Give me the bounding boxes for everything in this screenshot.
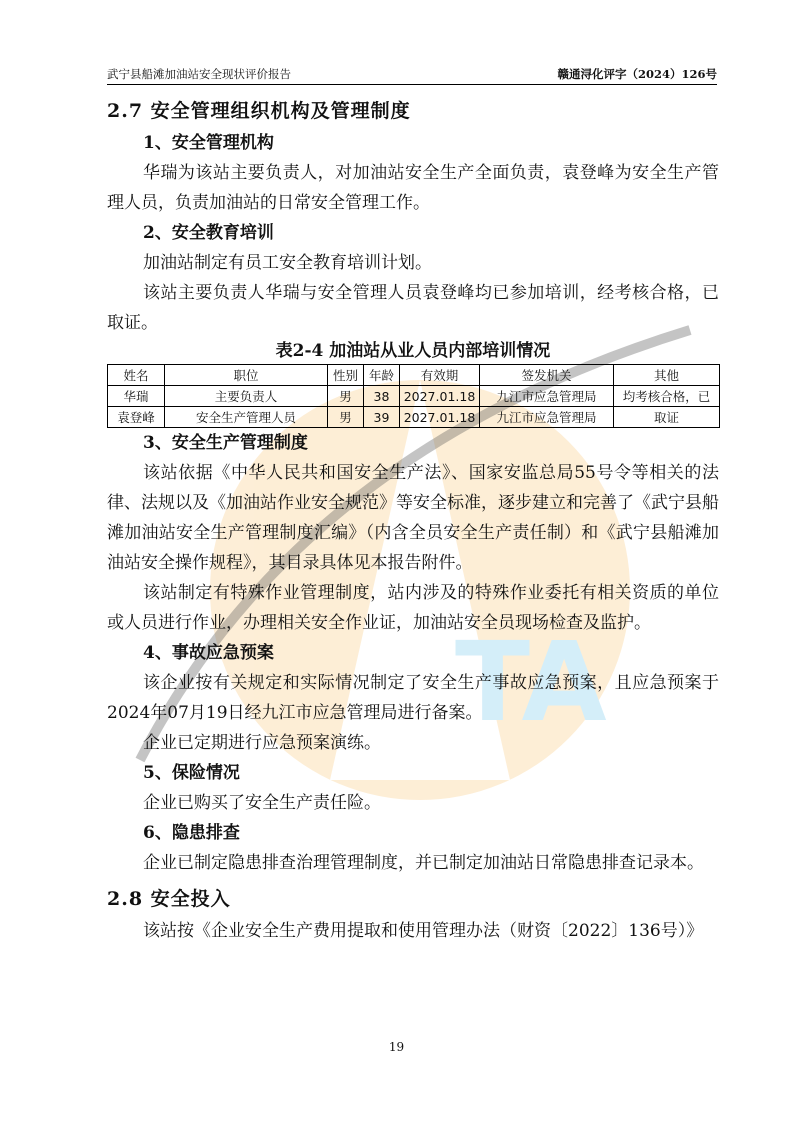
table-cell: 九江市应急管理局 [480, 407, 614, 428]
table-caption: 表2-4 加油站从业人员内部培训情况 [275, 341, 551, 361]
subsection-title: 6、隐患排查 [143, 823, 240, 843]
subsection-title: 4、事故应急预案 [143, 643, 274, 663]
table-header-cell: 年龄 [364, 365, 400, 386]
table-cell: 华瑞 [108, 386, 165, 407]
header-report-title: 武宁县船滩加油站安全现状评价报告 [107, 67, 291, 81]
table-header-cell: 姓名 [108, 365, 165, 386]
table-cell: 袁登峰 [108, 407, 165, 428]
table-cell: 38 [364, 386, 400, 407]
table-cell: 主要负责人 [165, 386, 328, 407]
table-cell-other-line2: 取证 [614, 407, 720, 428]
table-header-cell: 其他 [614, 365, 720, 386]
table-cell: 安全生产管理人员 [165, 407, 328, 428]
page-number: 19 [388, 1040, 405, 1054]
paragraph: 该站依据《中华人民共和国安全生产法》、国家安监总局55号令等相关的法律、法规以及《加油站作业安全规范》等安全标准，逐步建立和完善了《武宁县船滩加油站安全生产管理制度汇编》（内含全员安全生产责任制）和《武宁县船滩加油站安全操作规程》，其目录具体见本报告附件。 [107, 463, 719, 573]
paragraph: 企业已定期进行应急预案演练。 [143, 733, 381, 753]
table-header-cell: 性别 [328, 365, 364, 386]
table-header-cell: 职位 [165, 365, 328, 386]
table-header-row [108, 365, 720, 386]
watermark-letters: TA [455, 618, 607, 746]
training-table [107, 364, 720, 428]
table-cell: 39 [364, 407, 400, 428]
paragraph: 企业已制定隐患排查治理管理制度，并已制定加油站日常隐患排查记录本。 [143, 853, 704, 873]
page-body [107, 94, 719, 946]
running-header [107, 66, 717, 85]
section-2-7-title: 2.7 安全管理组织机构及管理制度 [107, 100, 411, 122]
table-cell: 2027.01.18 [400, 407, 480, 428]
subsection-title: 3、安全生产管理制度 [143, 433, 308, 453]
header-report-number: 赣通浔化评字（2024）126号 [557, 67, 717, 81]
table-row [108, 386, 720, 407]
paragraph: 该企业按有关规定和实际情况制定了安全生产事故应急预案，且应急预案于2024年07月19日经九江市应急管理局进行备案。 [107, 673, 719, 723]
paragraph: 该站按《企业安全生产费用提取和使用管理办法（财资〔2022〕136号）》 [143, 921, 704, 941]
table-cell: 男 [328, 407, 364, 428]
table-cell-other-line1: 均考核合格，已 [614, 386, 720, 407]
paragraph: 该站主要负责人华瑞与安全管理人员袁登峰均已参加培训，经考核合格，已取证。 [107, 283, 719, 333]
subsection-title: 5、保险情况 [143, 763, 240, 783]
table-header-cell: 有效期 [400, 365, 480, 386]
table-header-cell: 签发机关 [480, 365, 614, 386]
paragraph: 加油站制定有员工安全教育培训计划。 [143, 253, 432, 273]
section-2-8-title: 2.8 安全投入 [107, 888, 231, 910]
paragraph: 华瑞为该站主要负责人，对加油站安全生产全面负责，袁登峰为安全生产管理人员，负责加油站的日常安全管理工作。 [107, 163, 719, 213]
subsection-title: 1、安全管理机构 [143, 133, 274, 153]
table-row [108, 407, 720, 428]
table-cell: 九江市应急管理局 [480, 386, 614, 407]
paragraph: 该站制定有特殊作业管理制度，站内涉及的特殊作业委托有相关资质的单位或人员进行作业，办理相关安全作业证，加油站安全员现场检查及监护。 [107, 583, 719, 633]
paragraph: 企业已购买了安全生产责任险。 [143, 793, 381, 813]
table-cell: 2027.01.18 [400, 386, 480, 407]
subsection-title: 2、安全教育培训 [143, 223, 274, 243]
table-cell: 男 [328, 386, 364, 407]
